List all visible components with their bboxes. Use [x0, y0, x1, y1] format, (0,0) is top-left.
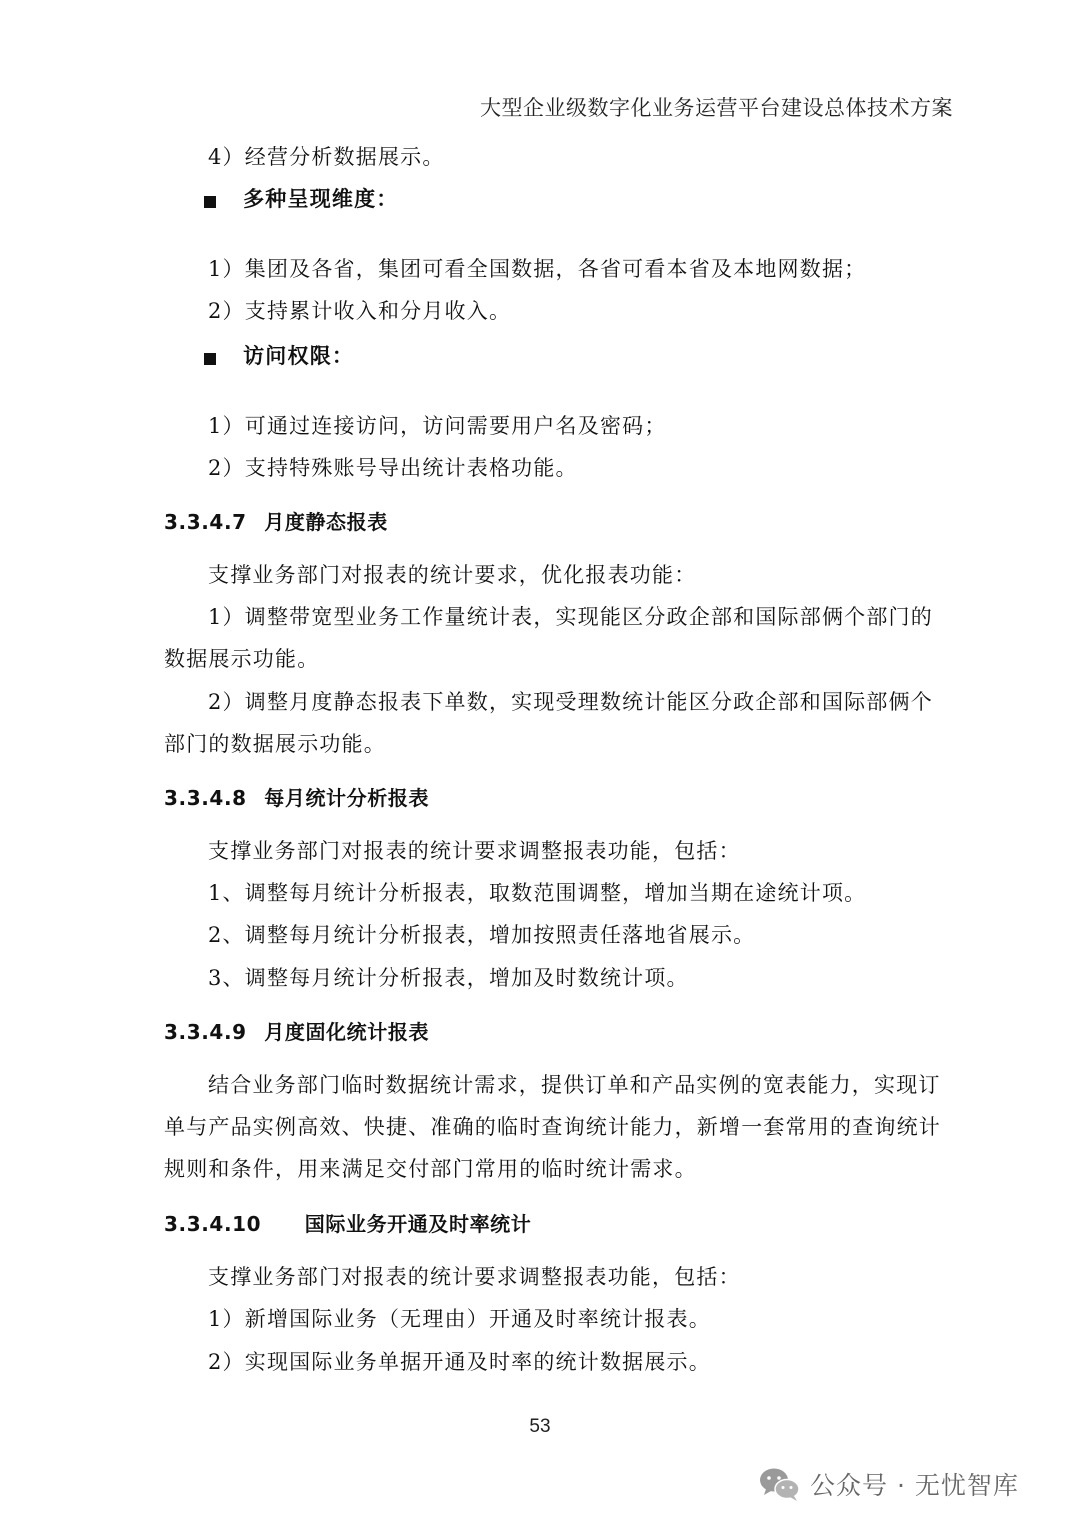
- paragraph-line: 结合业务部门临时数据统计需求，提供订单和产品实例的宽表能力，实现订: [208, 1073, 941, 1097]
- list-item: 2）支持累计收入和分月收入。: [208, 299, 512, 323]
- section-number: 3.3.4.9: [164, 1020, 247, 1044]
- running-header: 大型企业级数字化业务运营平台建设总体技术方案: [480, 96, 953, 120]
- watermark-text: 公众号 · 无忧智库: [810, 1471, 1019, 1500]
- list-item: 1、调整每月统计分析报表，取数范围调整，增加当期在途统计项。: [208, 881, 867, 905]
- list-item: 2）实现国际业务单据开通及时率的统计数据展示。: [208, 1350, 711, 1374]
- list-item: 1）集团及各省，集团可看全国数据，各省可看本省及本地网数据；: [208, 257, 867, 281]
- square-bullet-icon: [204, 353, 216, 365]
- bullet-dims: [204, 183, 399, 213]
- section-heading: [164, 506, 388, 535]
- paragraph-line: 单与产品实例高效、快捷、准确的临时查询统计能力，新增一套常用的查询统计: [164, 1115, 941, 1139]
- section-title: 月度静态报表: [264, 510, 388, 534]
- list-item: 4）经营分析数据展示。: [208, 145, 445, 169]
- section-heading: [164, 1016, 429, 1045]
- page-number: 53: [529, 1416, 551, 1437]
- paragraph-line: 规则和条件，用来满足交付部门常用的临时统计需求。: [164, 1157, 697, 1181]
- list-item: 1）新增国际业务（无理由）开通及时率统计报表。: [208, 1307, 711, 1331]
- watermark: [758, 1462, 1019, 1506]
- list-item: 2、调整每月统计分析报表，增加按照责任落地省展示。: [208, 923, 756, 947]
- bullet-label: 访问权限：: [243, 343, 355, 368]
- section-number: 3.3.4.8: [164, 786, 247, 810]
- section-title: 国际业务开通及时率统计: [304, 1212, 532, 1236]
- paragraph-line: 数据展示功能。: [164, 647, 320, 671]
- list-item: 2）支持特殊账号导出统计表格功能。: [208, 456, 578, 480]
- paragraph-line: 2）调整月度静态报表下单数，实现受理数统计能区分政企部和国际部俩个: [208, 690, 933, 714]
- section-heading: [164, 1208, 531, 1237]
- section-title: 每月统计分析报表: [264, 786, 430, 810]
- paragraph-line: 1）调整带宽型业务工作量统计表，实现能区分政企部和国际部俩个部门的: [208, 605, 933, 629]
- wechat-icon: [758, 1464, 802, 1504]
- paragraph-line: 支撑业务部门对报表的统计要求调整报表功能，包括：: [208, 839, 741, 863]
- bullet-access: [204, 340, 354, 370]
- paragraph-line: 支撑业务部门对报表的统计要求，优化报表功能：: [208, 563, 697, 587]
- section-heading: [164, 782, 429, 811]
- bullet-label: 多种呈现维度：: [243, 186, 399, 211]
- section-title: 月度固化统计报表: [264, 1020, 430, 1044]
- section-number: 3.3.4.7: [164, 510, 247, 534]
- square-bullet-icon: [204, 196, 216, 208]
- list-item: 3、调整每月统计分析报表，增加及时数统计项。: [208, 966, 689, 990]
- section-number: 3.3.4.10: [164, 1212, 262, 1236]
- paragraph-line: 支撑业务部门对报表的统计要求调整报表功能，包括：: [208, 1265, 741, 1289]
- paragraph-line: 部门的数据展示功能。: [164, 732, 386, 756]
- list-item: 1）可通过连接访问，访问需要用户名及密码；: [208, 414, 667, 438]
